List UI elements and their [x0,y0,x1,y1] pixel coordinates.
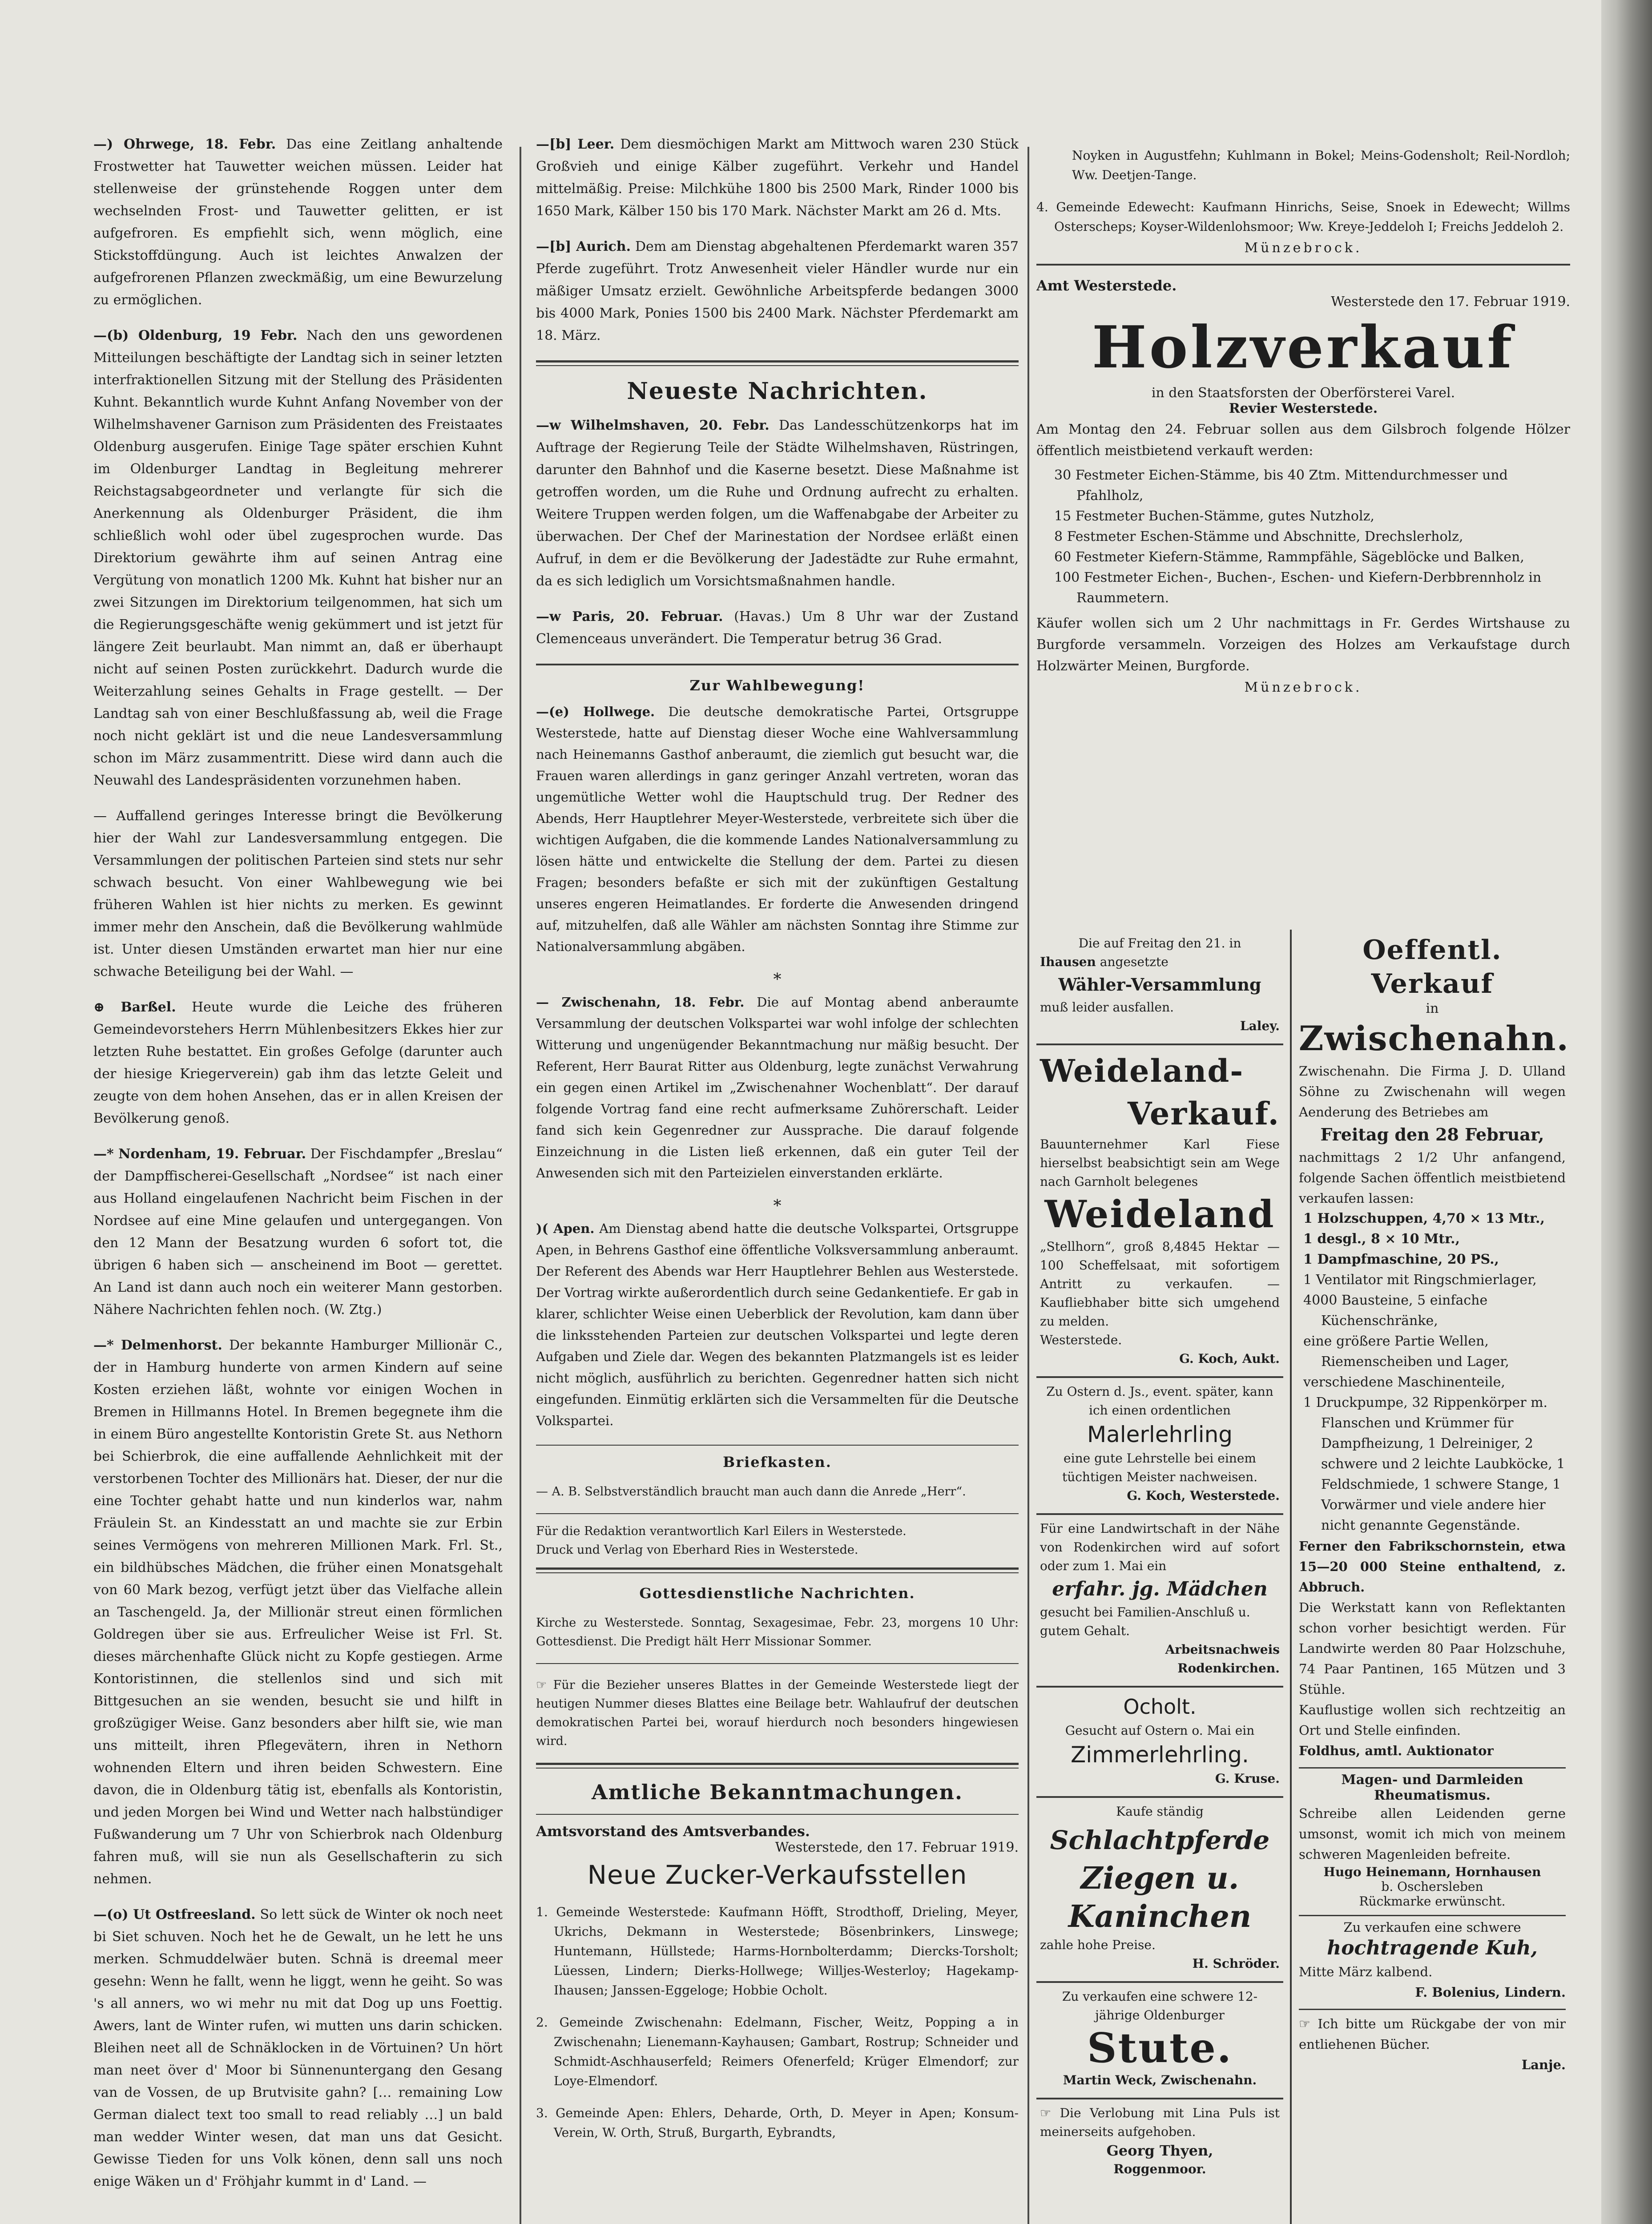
auction-item: verschiedene Maschinenteile, [1303,1374,1505,1390]
ad-maler [1036,1378,1283,1515]
article-body: Das Landesschützenkorps hat im Auftrage der Regierung Teile der Städte Wilhelmshaven, Rüstringen, darunter den Bahnhof und die Kaserne besetzt. Diese Maßnahme ist getroffen worden, um die Ruhe und Ordnung aufrecht zu erhalten. Weitere Truppen werden folgen, um die Waffenabgabe der Arbeiter zu überwachen. Der Chef der Marinestation der Nordsee erläßt einen Aufruf, in dem er die Bevölkerung der Jadestädte zur Ruhe ermahnt, da es sich lediglich um Vorsichtsmaßnahmen handle. [536,418,1019,589]
article-nordenham [93,1143,503,1321]
auction-item: 1 desgl., 8 × 10 Mtr., [1303,1231,1460,1247]
article-aurich [536,236,1019,347]
article-body: Nach den uns gewordenen Mitteilungen beschäftigte der Landtag sich in seiner letzten interfraktionellen Sitzung mit der Stellung des Präsidenten Kuhnt. Bekanntlich wurde Kuhnt Anfang November von der Wilhelmshavener Garnison zum Präsidenten des Freistaates Oldenburg ausgerufen. Einige Tage später erschien Kuhnt im Oldenburger Landtag in Begleitung mehrerer Reichstagsabgeordneter und verlangte für sich die Anerkennung als Oldenburger Präsident, die ihm schließlich wohl oder übel zugesprochen wurde. Das Direktorium gewährte ihm auf seinen Antrag eine Vergütung von monatlich 1200 Mk. Kuhnt hat bisher nur an zwei Sitzungen im Direktorium teilgenommen, hat sich um die Regierungsgeschäfte wenig gekümmert und ist jetzt für längere Zeit beurlaubt. Man nimmt an, daß er überhaupt nicht auf seinen Posten zurückkehrt. Dadurch wurde die Weiterzahlung seines Gehalts in Frage gestellt. — Der Landtag sah von einer Beschlußfassung ab, weil die Frage noch nicht geklärt ist und die neue Landesversammlung schon im März zusammentritt. Diese wird dann auch die Neuwahl des Landespräsidenten vorzunehmen haben. [93,328,503,788]
article-barssel [93,996,503,1130]
divider [536,1567,1019,1573]
holz-notice [1036,277,1570,695]
ad-title: erfahr. jg. Mädchen [1052,1578,1268,1600]
holz-sub1: in den Staatsforsten der Oberförsterei Varel. [1151,385,1455,401]
ad-text: Die auf Freitag den 21. in [1078,936,1241,951]
official-authority: Amtsvorstand des Amtsverbandes. [536,1823,810,1840]
ad-buecher [1299,2010,1566,2075]
ad-text: Zu verkaufen eine schwere [1343,1920,1521,1935]
article-body: Der bekannte Hamburger Millionär C., der in Hamburg hunderte von armen Kindern auf seine Kosten erziehen läßt, wohnte vor einigen Wochen in Bremen in Hillmanns Hotel. In Bremen begegnete ihm die in einem Büro angestellte Kontoristin Grete St. aus Nethorn bei Schierbrok, die eine auffallende Aehnlichkeit mit der verstorbenen Tochter des Millionärs hat. Dieser, der nur die eine Tochter gehabt hatte und nun kinderlos war, nahm Fräulein St. an Kindesstatt an und machte sie zur Erbin seines Vermögens von mehreren Millionen Mark. Frl. St., ein bildhübsches Mädchen, die früher einen Monatsgehalt von 60 Mark bezog, verfügt jetzt über das Vielfache allein an Taschengeld. Ja, der Millionär streut einen förmlichen Goldregen über sie aus. Erfreulicher Weise ist Frl. St. dieses märchenhafte Glück nicht zu Kopfe gestiegen. Arme Kontoristinnen, die stellenlos sind und sich mit Bittgesuchen an sie wenden, besucht sie und hilft in großzügiger Weise. Ganz besonders aber hilft sie, wie man uns mitteilt, ihren Pflegevätern, ihren in Nethorn wohnenden Eltern und ihren beiden Schwestern. Eine davon, die in Oldenburg tätig ist, ebenfalls als Kontoristin, und jeden Morgen bei Wind und Wetter nach halbstündiger Fußwanderung um 7 Uhr von Schierbrok nach Oldenburg fahren muß, will sie nun als Gesellschafterin zu sich nehmen. [93,1338,503,1887]
column-rule [520,147,521,2224]
mailbox-title: Briefkasten. [723,1454,832,1471]
official-date: Westerstede, den 17. Februar 1919. [775,1840,1019,1855]
ad-text: in [1426,1001,1439,1016]
article-delmenhorst [93,1334,503,1890]
ad-cancelled-meeting [1036,930,1283,1045]
holz-item: 15 Festmeter Buchen-Stämme, gutes Nutzholz, [1054,508,1374,524]
article-lead: —[b] Leer. [536,137,615,152]
article-body: Die deutsche demokratische Partei, Ortsgruppe Westerstede, hatte auf Dienstag dieser Woche eine Wahlversammlung nach Heinemanns Gasthof anberaumt, die ziemlich gut besucht war, die Frauen waren allerdings in ganz geringer Anzahl vertreten, woran das ungemütliche Wetter wohl die Hauptschuld trug. Der Redner des Abends, Herr Hauptlehrer Meyer-Westerstede, verbreitete sich über die wichtigen Aufgaben, die die kommende Landes Nationalversammlung zu lösen hätte und entwickelte die Stellung der dem. Partei zu diesen Fragen; besonders befaßte er sich mit der zukünftigen Gestaltung unseres engeren Heimatlandes. Er forderte die Anwesenden dringend auf, mitzuhelfen, daß alle Wähler am nächsten Sonntag ihre Stimme zur Nationalversammlung abgäben. [536,704,1019,954]
article-body: So lett sück de Winter ok noch neet bi Siet schuven. Noch het he de Gewalt, un he lett he uns merken. Schmuddelwäer buten. Schnä is dreemal meer gesehn: Wenn he fallt, wenn he liggt, wenn he geiht. So was 's all anners, wo wi mehr nu mit dat Dog up uns Foettig. Awers, lant de Winter rufen, wi mutten uns darin schicken. Bleihen neet all de Schnäklocken in de Vörtuinen? Un hört man neet över d' Moor bi Sünnenuntergang den Gesang van de Vossen, de up Brutvisite gahn? [… remaining Low German dialect text too small to read reliably …] un bald man wedder Winter wesen, dat man uns dat Gesicht. Gewisse Tieden for uns Volk könen, denn sall uns noch enige Wäken un d' Fröhjahr kummt in d' Land. — [93,1907,503,2189]
holz-sub2: Revier Westerstede. [1229,401,1378,416]
ad-sign: Hugo Heinemann, Hornhausen [1323,1865,1541,1879]
ad-text: Schreibe allen Leidenden gerne umsonst, womit ich mich von meinem schweren Magenleiden befreite. [1299,1806,1566,1862]
article-apen [536,1218,1019,1431]
auction-item: 1 Druckpumpe, 32 Rippenkörper m. Flanschen und Krümmer für Dampfheizung, 1 Delreiniger, 2 schwere und 2 leichte Laubköcke, 1 Feldschmiede, 1 schwere Stange, 1 Vorwärmer und viele andere hier nicht genannte Gegenstände. [1303,1395,1565,1533]
sugar-list-item: 1. Gemeinde Westerstede: Kaufmann Höfft, Strodthoff, Drieling, Meyer, Ukrichs, Dekmann in Westerstede; Bösenbrinkers, Linswege; Huntemann, Hüllstede; Harms-Hornbolterdamm; Diercks-Torsholt; Lüessen, Lindern; Dierks-Hollwege; Willjes-Westerloy; Hagekamp-Ihausen; Janssen-Eggeloge; Hobbie Ocholt. [536,1905,1019,1998]
ad-text: nachmittags 2 1/2 Uhr anfangend, folgende Sachen öffentlich meistbietend verkaufen lassen: [1299,1150,1566,1206]
article-body: Die auf Montag abend anberaumte Versammlung der deutschen Volkspartei war wohl infolge der schlechten Witterung und ungenügender Bekanntmachung nur mäßig besucht. Der Referent, Herr Baurat Ritter aus Oldenburg, legte zunächst Verwahrung ein gegen einen Artikel im „Zwischenahner Wochenblatt“. Der darauf folgende Vortrag fand eine recht aufmerksame Zuhörerschaft. Leider fand sich kein Gegenredner zur Aussprache. Die darauf folgende Einzeichnung in die Listen ließ erkennen, daß ein guter Teil der Anwesenden sich mit den Parteizielen einverstanden erklärte. [536,995,1019,1180]
article-oldenburg [93,325,503,792]
church-title: Gottesdienstliche Nachrichten. [639,1585,915,1602]
article-lead: — Zwischenahn, 18. Febr. [536,995,745,1010]
article-body: Der Fischdampfer „Breslau“ der Dampffischerei-Gesellschaft „Nordsee“ ist nach einer aus Holland eingelaufenen Nachricht beim Fischen in der Nordsee auf eine Mine gelaufen und untergegangen. Von den 12 Mann der Besatzung wurden 6 sofort tot, die übrigen 6 haben sich — anscheinend im Boot — gerettet. An Land ist dann auch noch ein weiterer Mann gestorben. Nähere Nachrichten fehlen noch. (W. Ztg.) [93,1146,503,1317]
ads-left [1036,930,1283,2187]
column-rule [1027,147,1029,2224]
article-body: — Auffallend geringes Interesse bringt die Bevölkerung hier der Wahl zur Landesversammlung entgegen. Die Versammlungen der politischen Parteien sind stets nur sehr schwach besucht. Von einer Wahlbewegung wie bei früheren Wahlen ist hier nichts zu merken. Es gewinnt immer mehr den Anschein, daß die Bevölkerung wahlmüde ist. Unter diesen Umständen erwartet man hier nur eine schwache Beteiligung bei der Wahl. — [93,808,503,979]
sugar-list-continued: Noyken in Augustfehn; Kuhlmann in Bokel; Meins-Godensholt; Reil-Nordloh; Ww. Deetjen-Tange. [1072,148,1570,182]
column-3 [1036,133,1570,2224]
ad-text: Die Werkstatt kann von Reflektanten schon vorher besichtigt werden. Für Landwirte werden 80 Paar Holzschuhe, 74 Paar Pantinen, 165 Mützen und 3 Stühle. [1299,1600,1566,1697]
auction-item: 1 Ventilator mit Ringschmierlager, [1303,1272,1537,1288]
ad-sign: Rückmarke erwünscht. [1359,1894,1506,1909]
ad-sign: G. Kruse. [1215,1771,1280,1786]
imprint-publisher: Druck und Verlag von Eberhard Ries in Westerstede. [536,1543,858,1557]
article-lead: —w Paris, 20. Februar. [536,609,723,624]
article-ohrwege [93,133,503,311]
ad-text: eine gute Lehrstelle bei einem tüchtigen Meister nachweisen. [1062,1451,1258,1484]
ad-big-title: Weideland [1044,1192,1275,1236]
news-title: Neueste Nachrichten. [627,378,928,405]
ad-zimmer [1036,1688,1283,1798]
ad-place: Ocholt. [1123,1695,1197,1719]
ad-title: hochtragende Kuh, [1327,1937,1538,1959]
holz-date: Westerstede den 17. Februar 1919. [1331,294,1570,310]
article-body: Das eine Zeitlang anhaltende Frostwetter hat Tauwetter weichen müssen. Leider hat stellenweise der grünstehende Roggen unter dem wechselnden Frost- und Tauwetter gelitten, er ist aufgefroren. Es empfiehlt sich, wenn möglich, eine Stickstoffdüngung. Auch ist leichtes Anwalzen der aufgefrorenen Pflanzen zweckmäßig, um eine Bewurzelung zu ermöglichen. [93,137,503,308]
ad-sign: Lanje. [1521,2057,1566,2072]
ad-date: Freitag den 28 Februar, [1320,1124,1544,1144]
ad-text: zahle hohe Preise. [1040,1938,1156,1952]
ad-sign: Arbeitsnachweis [1165,1642,1280,1657]
election-title: Zur Wahlbewegung! [689,677,865,694]
ad-rheuma [1299,1769,1566,1916]
ad-text: ☞ Ich bitte um Rückgabe der von mir entliehenen Bücher. [1299,2016,1566,2052]
auction-item: 1 Dampfmaschine, 20 PS., [1303,1252,1499,1267]
column-2 [536,133,1019,2224]
holz-intro: Am Montag den 24. Februar sollen aus dem Gilsbroch folgende Hölzer öffentlich meistbietend verkauft werden: [1036,422,1570,459]
ad-title: Stute. [1087,2024,1233,2072]
article-lead: —) Ohrwege, 18. Febr. [93,137,276,152]
auction-item: eine größere Partie Wellen, Riemenscheiben und Lager, [1303,1334,1509,1370]
ad-place: Ihausen [1040,955,1096,969]
ad-text: Für eine Landwirtschaft in der Nähe von Rodenkirchen wird auf sofort oder zum 1. Mai ein [1040,1521,1280,1573]
article-body: Dem diesmöchigen Markt am Mittwoch waren 230 Stück Großvieh und einige Kälber zugeführt. Verkehr und Handel mittelmäßig. Preise: Milchkühe 1800 bis 2500 Mark, Rinder 1000 bis 1650 Mark, Kälber 150 bis 170 Mark. Nächster Markt am 26 d. Mts. [536,137,1019,219]
ad-sign: G. Koch, Westerstede. [1127,1488,1280,1503]
ad-sign: Martin Weck, Zwischenahn. [1063,2073,1257,2087]
divider [1036,264,1570,266]
article-leer [536,133,1019,222]
ad-title: Weideland- [1040,1052,1244,1089]
ad-text: ☞ Die Verlobung mit Lina Puls ist meinerseits aufgehoben. [1040,2106,1280,2139]
ad-place: Zwischenahn. [1299,1019,1569,1058]
ad-title: Wähler-Versammlung [1058,975,1261,995]
mailbox-text: — A. B. Selbstverständlich braucht man auch dann die Anrede „Herr“. [536,1485,966,1499]
article-lead: ⊕ Barßel. [93,999,176,1015]
sugar-title: Neue Zucker-Verkaufsstellen [587,1860,967,1890]
column-1 [93,133,503,2224]
divider [536,1513,1019,1514]
asterisk-divider: * [773,1197,782,1215]
ad-place: Westerstede. [1040,1333,1122,1347]
ad-text: Kauflustige wollen sich rechtzeitig an Ort und Stelle einfinden. [1299,1702,1566,1738]
ad-auction-main [1299,930,1569,1769]
supplement-notice: ☞ Für die Bezieher unseres Blattes in der Gemeinde Westerstede liegt der heutigen Nummer dieses Blattes eine Beilage betr. Wahlaufruf der deutschen demokratischen Partei bei, worauf hierdurch noch besonders hingewiesen wird. [536,1678,1019,1748]
ad-text: gesucht bei Familien-Anschluß u. gutem Gehalt. [1040,1605,1250,1638]
article-body: Heute wurde die Leiche des früheren Gemeindevorstehers Herrn Mühlenbesitzers Ekkes hier zur letzten Ruhe bestattet. Ein großes Gefolge (darunter auch der hiesige Kriegerverein) gab ihm das letzte Geleit und zeugte von dem hohen Ansehen, das er in allen Kreisen der Bevölkerung genoß. [93,999,503,1126]
holz-title: Holzverkauf [1092,313,1515,381]
church-text: Kirche zu Westerstede. Sonntag, Sexagesimae, Febr. 23, morgens 10 Uhr: Gottesdienst. Die Predigt hält Herr Missionar Sommer. [536,1616,1019,1648]
holz-outro: Käufer wollen sich um 2 Uhr nachmittags in Fr. Gerdes Wirtshause zu Burgforde versammeln. Vorzeigen des Holzes am Verkaufstage durch Holzwärter Meinen, Burgforde. [1036,616,1570,674]
ad-title: Zimmerlehrling. [1071,1742,1249,1768]
ad-schlachtpferde [1036,1798,1283,1983]
ad-sign: F. Bolenius, Lindern. [1415,1985,1566,2000]
ad-sign: Georg Thyen, [1106,2142,1213,2159]
page-edge [1601,0,1652,2224]
ad-sign: G. Koch, Aukt. [1179,1351,1280,1366]
ad-sign: Roggenmoor. [1113,2162,1206,2176]
ad-sign: H. Schröder. [1192,1956,1280,1971]
article-body: (Havas.) Um 8 Uhr war der Zustand Clemenceaus unverändert. Die Temperatur betrug 36 Grad. [536,609,1019,647]
ad-text: Zwischenahn. Die Firma J. D. Ulland Söhne zu Zwischenahn will wegen Aenderung des Betriebes am [1299,1064,1566,1120]
article-body: Dem am Dienstag abgehaltenen Pferdemarkt waren 357 Pferde zugeführt. Trotz Anwesenheit vieler Händler wurde nur ein mäßiger Umsatz erzielt. Gewöhnliche Arbeitspferde bedangen 3000 bis 4000 Mark, Ponies 1500 bis 2400 Mark. Nächster Pferdemarkt am 18. März. [536,239,1019,343]
ad-weideland [1036,1045,1283,1378]
ad-title: Ziegen u. [1080,1861,1239,1896]
ad-text: muß leider ausfallen. [1040,1000,1174,1015]
divider [536,664,1019,665]
ad-text: Mitte März kalbend. [1299,1964,1433,1979]
article-hollwege [536,701,1019,957]
ad-text: Bauunternehmer Karl Fiese hierselbst beabsichtigt sein am Wege nach Garnholt belegenes [1040,1137,1280,1189]
holz-item: 60 Festmeter Kiefern-Stämme, Rammpfähle, Sägeblöcke und Balken, [1054,549,1524,565]
auction-item: 1 Holzschuppen, 4,70 × 13 Mtr., [1303,1211,1545,1226]
signature: Münzebrock. [1244,240,1362,256]
official-title: Amtliche Bekanntmachungen. [592,1780,963,1804]
article-lead: —[b] Aurich. [536,239,631,254]
article-lead: —w Wilhelmshaven, 20. Febr. [536,418,770,433]
signature: Münzebrock. [1244,680,1362,695]
asterisk-divider: * [773,971,782,989]
article-lead: —* Nordenham, 19. Februar. [93,1146,306,1162]
ad-stute [1036,1983,1283,2099]
divider [536,1814,1019,1815]
article-ostfreesland [93,1904,503,2193]
article-lead: —(b) Oldenburg, 19 Febr. [93,328,298,343]
ad-title: Verkauf. [1127,1095,1280,1132]
holz-item: 30 Festmeter Eichen-Stämme, bis 40 Ztm. Mittendurchmesser und Pfahlholz, [1054,467,1508,504]
ad-sign: Foldhus, amtl. Auktionator [1299,1743,1494,1758]
ad-text: Gesucht auf Ostern o. Mai ein [1065,1723,1255,1738]
holz-items [1036,465,1570,608]
auction-item: 4000 Bausteine, 5 einfache Küchenschränke, [1303,1293,1488,1329]
ad-auction [1299,930,1569,2075]
article-lead: )( Apen. [536,1221,595,1236]
ad-title: Schlachtpferde [1050,1825,1270,1855]
ad-kuh [1299,1916,1566,2010]
ad-title: Oeffentl. Verkauf [1362,935,1502,999]
ad-text [1040,953,1280,971]
article-wilhelmshaven [536,415,1019,592]
imprint-editor: Für die Redaktion verantwortlich Karl Eilers in Westerstede. [536,1524,907,1538]
ad-title: Magen- und Darmleiden Rheumatismus. [1341,1772,1523,1803]
ad-maedchen [1036,1515,1283,1688]
ad-title: Kaninchen [1068,1899,1252,1934]
holz-item: 100 Festmeter Eichen-, Buchen-, Eschen- und Kiefern-Derbbrennholz in Raummetern. [1054,570,1542,606]
ad-sign: Rodenkirchen. [1177,1661,1280,1676]
ad-title: Malerlehrling [1087,1422,1233,1447]
article-lead: —(o) Ut Ostfreesland. [93,1907,256,1922]
ad-text: Ferner den Fabrikschornstein, etwa 15—20 000 Steine enthaltend, z. Abbruch. [1299,1539,1566,1595]
holz-office: Amt Westerstede. [1036,277,1177,294]
article-paris [536,606,1019,650]
sugar-list-item: 4. Gemeinde Edewecht: Kaufmann Hinrichs, Seise, Snoek in Edewecht; Willms Osterscheps; Koyser-Wildenlohsmoor; Ww. Kreye-Jeddeloh I; Freichs Jeddeloh 2. [1036,200,1570,234]
ad-sign: b. Oschersleben [1381,1879,1483,1894]
ad-text: „Stellhorn“, groß 8,4845 Hektar — 100 Scheffelsaat, mit sofortigem Antritt zu verkaufen. — Kaufliebhaber bitte sich umgehend zu melden. [1040,1239,1280,1329]
divider [536,1663,1019,1664]
article-lead: —(e) Hollwege. [536,704,655,719]
article-lead: —* Delmenhorst. [93,1338,222,1353]
column-rule [1290,930,1292,2224]
article-body: Am Dienstag abend hatte die deutsche Volkspartei, Ortsgruppe Apen, in Behrens Gasthof eine öffentliche Volksversammlung anberaumt. Der Referent des Abends war Herr Hauptlehrer Behlen aus Westerstede. Der Vortrag wirkte außerordentlich durch seine Gedankentiefe. Er gab in klarer, schlichter Weise einen Ueberblick der Revolution, kam dann über die linksstehenden Parteien zur deutschen Volkspartei und legte deren Aufgaben und Ziele dar. Wegen des bekannten Platzmangels ist es leider nicht möglich, ausführlich zu berichten. Gegenredner hatten sich nicht eingefunden. Einmütig erklärten sich die Versammelten für die Deutsche Volkspartei. [536,1221,1019,1428]
divider [536,1763,1019,1769]
ad-text: Kaufe ständig [1116,1804,1204,1819]
divider [536,360,1019,366]
ad-sign: Laley. [1240,1019,1280,1033]
article-zwischenahn [536,991,1019,1184]
sugar-list-item: 3. Gemeinde Apen: Ehlers, Deharde, Orth, D. Meyer in Apen; Konsum-Verein, W. Orth, Struß, Burgarth, Eybrandts, [536,2106,1019,2140]
ad-text: Zu verkaufen eine schwere 12-jährige Oldenburger [1062,1989,1258,2023]
ad-text: Zu Ostern d. Js., event. später, kann ich einen ordentlichen [1046,1384,1273,1418]
ad-text: angesetzte [1100,955,1168,969]
article-landesversammlung [93,805,503,983]
holz-item: 8 Festmeter Eschen-Stämme und Abschnitte, Drechslerholz, [1054,529,1463,544]
sugar-list-item: 2. Gemeinde Zwischenahn: Edelmann, Fischer, Weitz, Popping a in Zwischenahn; Lienemann-Kayhausen; Gambart, Rostrup; Schneider und Schmidt-Aschhauserfeld; Reimers Ofenerfeld; Krüger Elmendorf; zur Loye-Elmendorf. [536,2015,1019,2088]
divider [536,1445,1019,1446]
ad-verlobung [1036,2099,1283,2187]
